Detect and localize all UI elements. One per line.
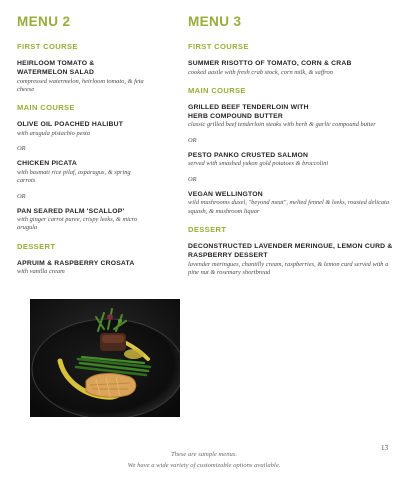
menu-3-column: [188, 14, 393, 284]
menu-item: [17, 159, 187, 185]
menu-item: [188, 151, 393, 169]
dish-name: HEIRLOOM TOMATO & WATERMELON SALAD: [17, 60, 95, 76]
menu-item: [188, 103, 393, 130]
menu-item: [17, 259, 187, 277]
menu-item: [17, 120, 187, 138]
dish-photo: [30, 299, 180, 417]
menu-item: [17, 207, 187, 233]
or-separator: OR: [188, 136, 197, 144]
dish-name: VEGAN WELLINGTON: [188, 190, 263, 198]
dish-description: with basmati rice pilaf, asparagus, & spring carrots: [17, 168, 131, 185]
dish-description: cooked aasile with fresh crab stock, corn milk, & saffron: [188, 68, 333, 76]
menu-item: [188, 242, 393, 277]
dish-name: GRILLED BEEF TENDERLOIN WITH HERB COMPOUND BUTTER: [188, 103, 309, 120]
dish-name: APRUIM & RASPBERRY CROSATA: [17, 259, 135, 267]
course-heading: FIRST COURSE: [17, 42, 78, 51]
plated-dish-illustration: [30, 299, 180, 417]
menu-item: [188, 59, 393, 77]
page-number: 13: [381, 444, 388, 452]
dish-name: DECONSTRUCTED LAVENDER MERINGUE, LEMON CURD & RASPBERRY DESSERT: [188, 243, 393, 260]
menu-title: MENU 2: [17, 14, 71, 29]
dish-description: with ginger carrot puree, crispy leeks, & micro arugula: [17, 216, 138, 232]
or-separator: OR: [17, 192, 26, 200]
footer-note-line-2: We have a wide variety of customizable options available.: [127, 462, 281, 469]
or-separator: OR: [17, 145, 26, 153]
menu-2-column: [17, 14, 187, 284]
menu-item: [17, 59, 187, 94]
dish-description: wild mushrooms duxel, "beyond meat", melted fennel & leeks, roasted delicata squash, & mushroom liquor: [188, 199, 390, 215]
dish-description: classic grilled beef tenderloin steaks with herb & garlic compound butter: [188, 121, 376, 129]
dish-name: SUMMER RISOTTO OF TOMATO, CORN & CRAB: [188, 60, 352, 67]
footer-note-line-1: These are sample menus.: [170, 451, 238, 458]
course-heading: MAIN COURSE: [17, 103, 75, 113]
course-heading: FIRST COURSE: [188, 42, 249, 51]
course-heading: DESSERT: [17, 241, 56, 251]
menu-item: [188, 190, 393, 216]
dish-name: PESTO PANKO CRUSTED SALMON: [188, 151, 309, 159]
or-separator: OR: [188, 175, 197, 183]
dish-name: CHICKEN PICATA: [17, 160, 77, 168]
dish-description: compressed watermelon, heirloom tomato, & feta cheese: [17, 77, 144, 93]
dish-description: served with smashed yukon gold potatoes & broccolini: [188, 160, 329, 168]
menu-title: MENU 3: [188, 14, 242, 29]
course-heading: DESSERT: [188, 225, 227, 235]
dish-description: lavender meringues, chantilly cream, raspberries, & lemon curd served with a pine nut & rosemary shortbread: [188, 260, 389, 276]
course-heading: MAIN COURSE: [188, 85, 246, 95]
dish-description: with arugula pistachio pesto: [17, 129, 90, 137]
dish-name: PAN SEARED PALM 'SCALLOP': [17, 207, 125, 215]
dish-name: OLIVE OIL POACHED HALIBUT: [17, 121, 124, 129]
dish-description: with vanilla cream: [17, 268, 65, 276]
